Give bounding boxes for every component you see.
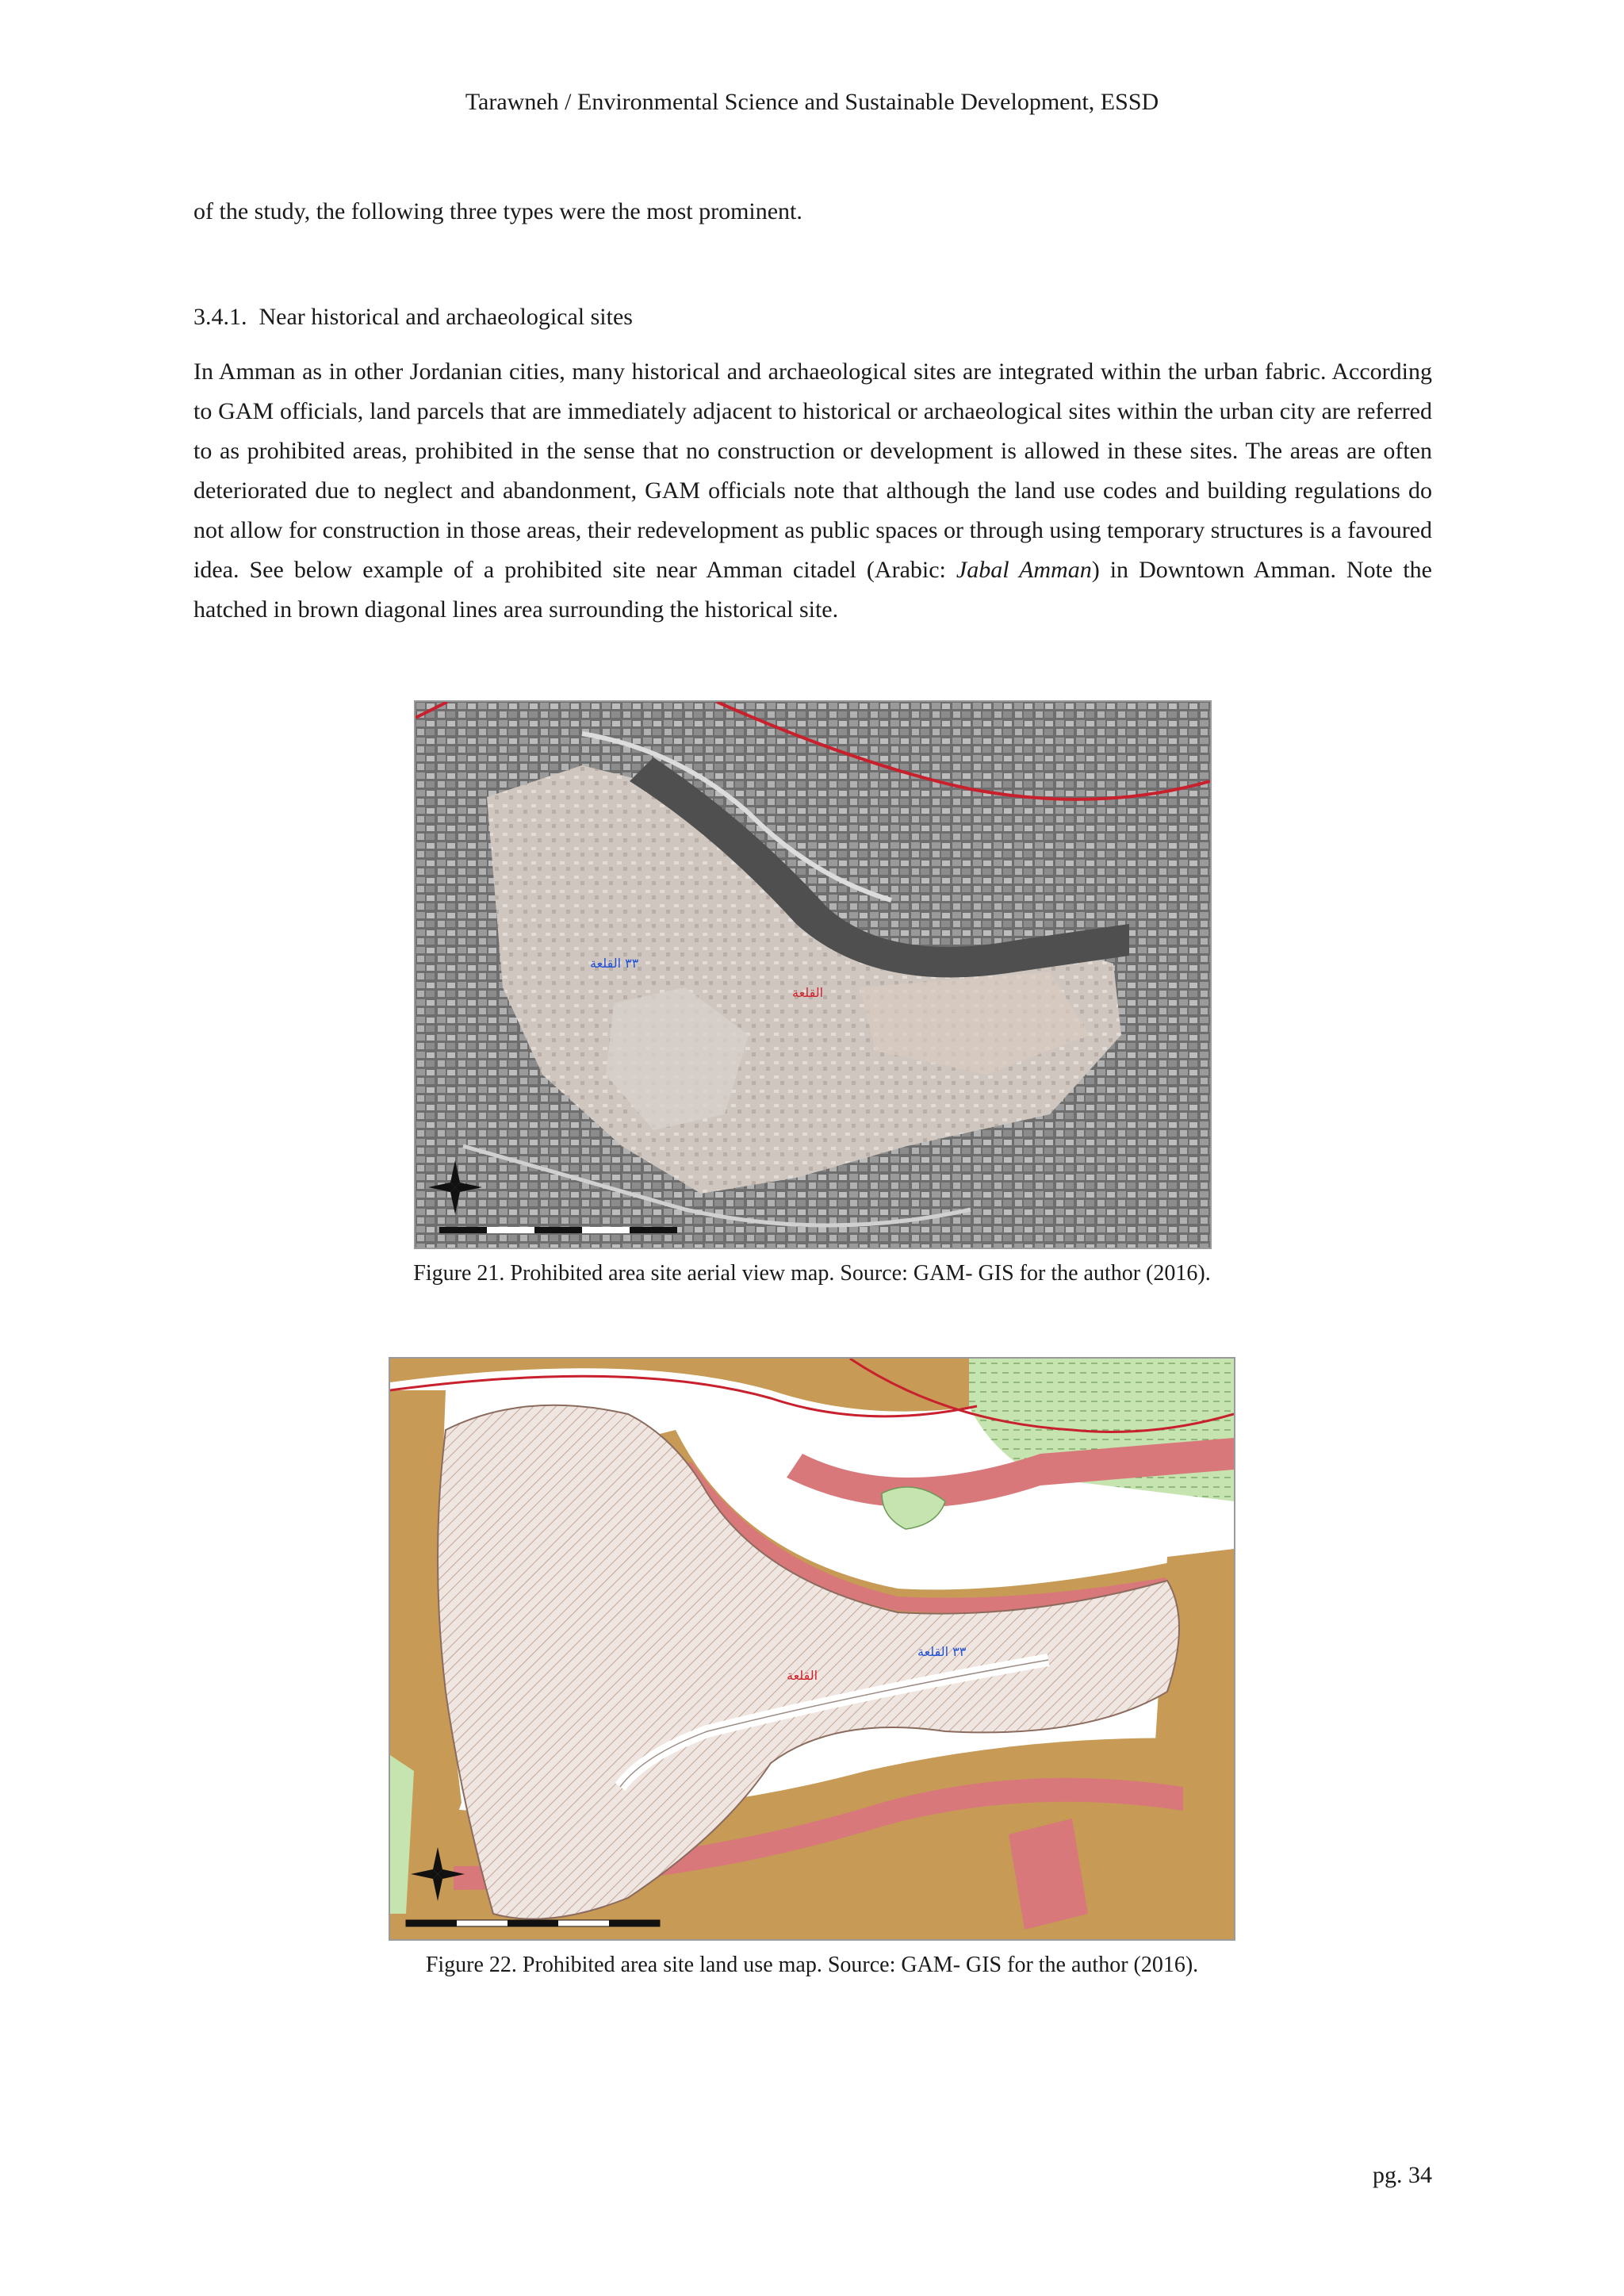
paragraph-text-2: ) in Downtown Amman. Note the hatched in brown diagonal lines area surrounding the historical site. [193,557,1432,623]
paragraph-italic: Jabal Amman [956,557,1092,583]
section-heading [193,297,1432,337]
figure-21-aerial-map [414,700,1212,1249]
figure-22-landuse-map [389,1357,1235,1941]
scale-bar-icon [439,1227,677,1233]
aerial-label-red: القلعة [792,985,824,1000]
aerial-label-blue: ٣٣ القلعة [590,956,639,971]
landuse-label-red: القلعة [787,1668,818,1683]
section-number: 3.4.1. [193,304,247,330]
aerial-map-graphic [416,702,1210,1248]
page-number: pg. 34 [1373,2162,1432,2188]
figure-22-caption: Figure 22. Prohibited area site land use map. Source: GAM- GIS for the author (2016). [425,1953,1199,1977]
landuse-label-blue: ٣٣ القلعة [917,1644,967,1659]
section-title: Near historical and archaeological sites [259,304,633,330]
figure-21-caption: Figure 21. Prohibited area site aerial view map. Source: GAM- GIS for the author (2016). [413,1261,1211,1286]
intro-line: of the study, the following three types were the most prominent. [193,198,802,224]
scale-bar-icon [406,1920,660,1926]
paragraph-text-1: In Amman as in other Jordanian cities, many historical and archaeological sites are integrated within the urban fabric. According to GAM officials, land parcels that are immediately adjacent to historical or archaeological sites within the urban city are referred to as prohibited areas, prohibited in the sense that no construction or development is allowed in these sites. The areas are often deteriorated due to neglect and abandonment, GAM officials note that although the land use codes and building regulations do not allow for construction in those areas, their redevelopment as public spaces or through using temporary structures is a favoured idea. See below example of a prohibited site near Amman citadel (Arabic: [193,358,1432,583]
body-paragraph [193,352,1432,630]
running-header: Tarawneh / Environmental Science and Sustainable Development, ESSD [465,89,1159,115]
landuse-map-graphic [390,1359,1234,1939]
